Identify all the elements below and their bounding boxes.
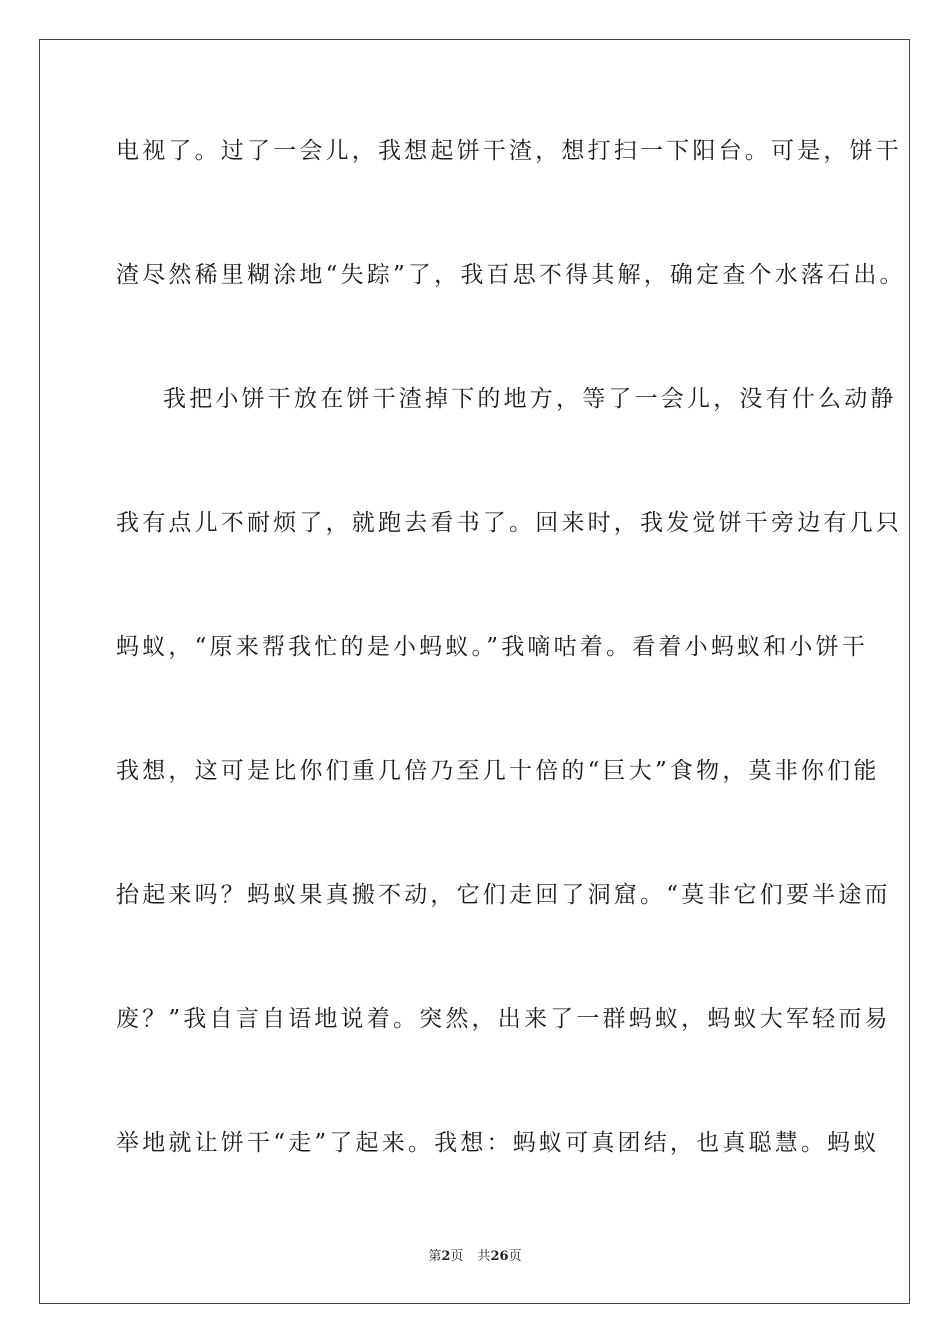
text-line-8: 废？”我自言自语地说着。突然，出来了一群蚂蚁，蚂蚁大军轻而易 [116, 1006, 891, 1032]
text-line-9: 举地就让饼干“走”了起来。我想：蚂蚁可真团结，也真聪慧。蚂蚁 [116, 1130, 880, 1156]
text-line-7: 抬起来吗？蚂蚁果真搬不动，它们走回了洞窟。“莫非它们要半途而 [116, 882, 891, 908]
text-line-6: 我想，这可是比你们重几倍乃至几十倍的“巨大”食物，莫非你们能 [116, 758, 880, 784]
page-prefix: 第 [428, 1249, 442, 1264]
page-footer [0, 1248, 950, 1266]
text-line-5: 蚂蚁，“原来帮我忙的是小蚂蚁。”我嘀咕着。看着小蚂蚁和小饼干 [116, 634, 869, 660]
page-number-label [428, 1249, 463, 1264]
page-border [39, 39, 910, 1304]
total-suffix: 页 [508, 1249, 522, 1264]
text-line-3-paragraph-start: 我把小饼干放在饼干渣掉下的地方，等了一会儿，没有什么动静 [163, 386, 897, 412]
total-pages: 26 [490, 1249, 509, 1264]
total-pages-label [477, 1249, 521, 1264]
total-prefix: 共 [477, 1249, 491, 1264]
page-suffix: 页 [450, 1249, 464, 1264]
text-line-4: 我有点儿不耐烦了，就跑去看书了。回来时，我发觉饼干旁边有几只 [116, 510, 902, 536]
page-number: 2 [441, 1249, 451, 1264]
text-line-2: 渣尽然稀里糊涂地“失踪”了，我百思不得其解，确定查个水落石出。 [116, 262, 906, 288]
text-line-1: 电视了。过了一会儿，我想起饼干渣，想打扫一下阳台。可是，饼干 [116, 138, 902, 164]
